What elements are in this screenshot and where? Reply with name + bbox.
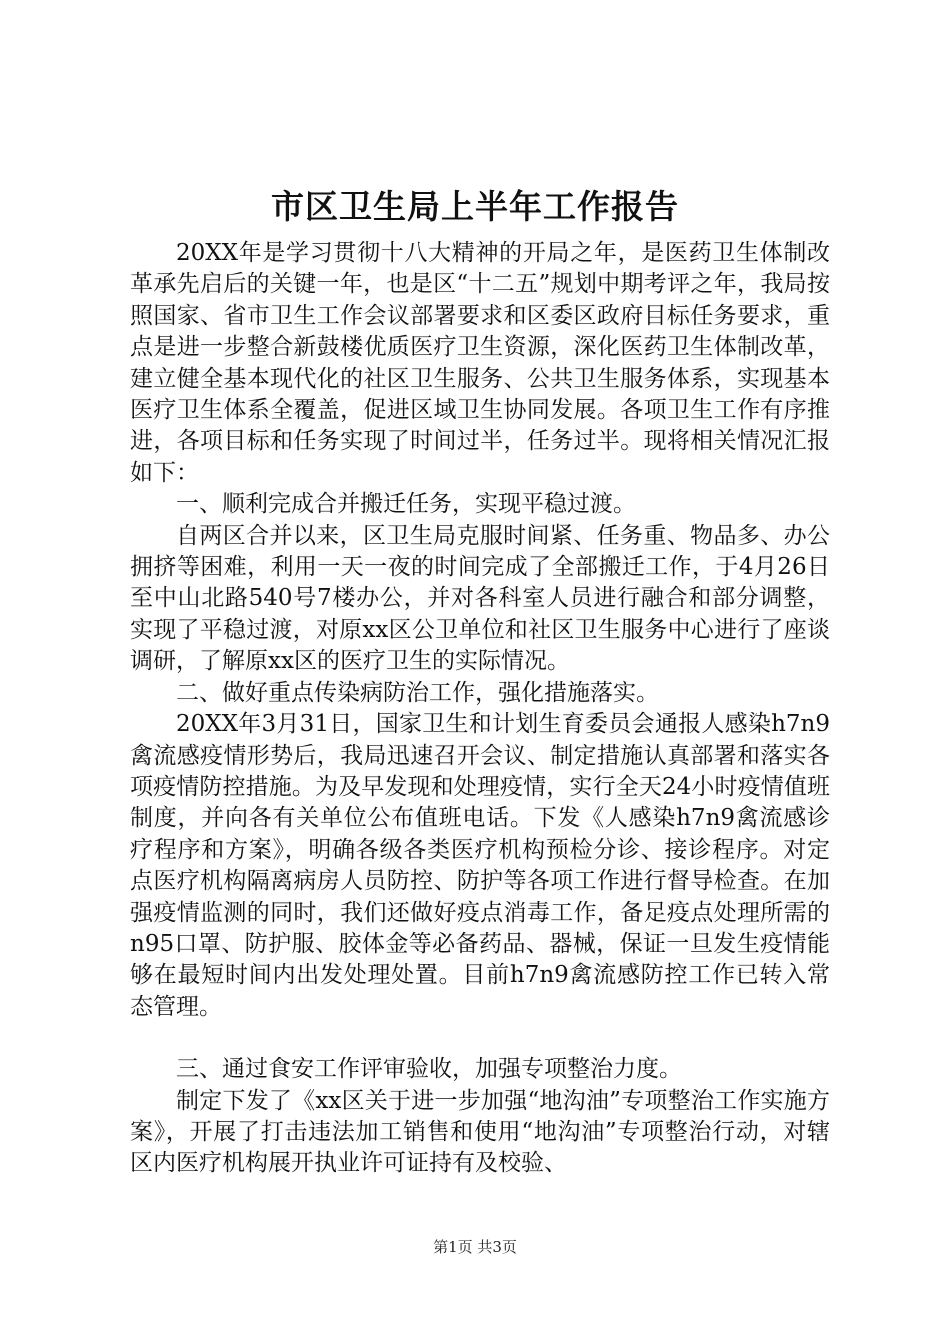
section-2-heading: 二、做好重点传染病防治工作，强化措施落实。 (176, 679, 659, 706)
paragraph-spacer (130, 1023, 830, 1054)
section-1-paragraph: 自两区合并以来，区卫生局克服时间紧、任务重、物品多、办公拥挤等困难，利用一天一夜的时间完成了全部搬迁工作，于4月26日至中山北路540号7楼办公，并对各科室人员进行融合和部分调整，实现了平稳过渡，对原xx区公卫单位和社区卫生服务中心进行了座谈调研，了解原xx区的医疗卫生的实际情况。 (130, 522, 830, 675)
intro-paragraph: 20XX年是学习贯彻十八大精神的开局之年，是医药卫生体制改革承先启后的关键一年，也是区“十二五”规划中期考评之年，我局按照国家、省市卫生工作会议部署要求和区委区政府目标任务要求，重点是进一步整合新鼓楼优质医疗卫生资源，深化医药卫生体制改革，建立健全基本现代化的社区卫生服务、公共卫生服务体系，实现基本医疗卫生体系全覆盖，促进区域卫生协同发展。各项卫生工作有序推进，各项目标和任务实现了时间过半，任务过半。现将相关情况汇报如下： (130, 240, 830, 486)
page-footer: 第1页 共3页 (433, 1238, 517, 1256)
section-2-paragraph: 20XX年3月31日，国家卫生和计划生育委员会通报人感染h7n9禽流感疫情形势后，我局迅速召开会议、制定措施认真部署和落实各项疫情防控措施。为及早发现和处理疫情，实行全天24小时疫情值班制度，并向各有关单位公布值班电话。下发《人感染h7n9禽流感诊疗程序和方案》，明确各级各类医疗机构预检分诊、接诊程序。对定点医疗机构隔离病房人员防控、防护等各项工作进行督导检查。在加强疫情监测的同时，我们还做好疫点消毒工作，备足疫点处理所需的n95口罩、防护服、胶体金等必备药品、器械，保证一旦发生疫情能够在最短时间内出发处理处置。目前h7n9禽流感防控工作已转入常态管理。 (130, 711, 830, 1020)
section-3-heading: 三、通过食安工作评审验收，加强专项整治力度。 (176, 1056, 682, 1083)
document-body (130, 238, 830, 1180)
document-title: 市区卫生局上半年工作报告 (271, 187, 679, 226)
section-3-paragraph: 制定下发了《xx区关于进一步加强“地沟油”专项整治工作实施方案》，开展了打击违法加工销售和使用“地沟油”专项整治行动，对辖区内医疗机构展开执业许可证持有及校验、 (130, 1087, 830, 1177)
section-1-heading: 一、顺利完成合并搬迁任务，实现平稳过渡。 (176, 491, 636, 518)
